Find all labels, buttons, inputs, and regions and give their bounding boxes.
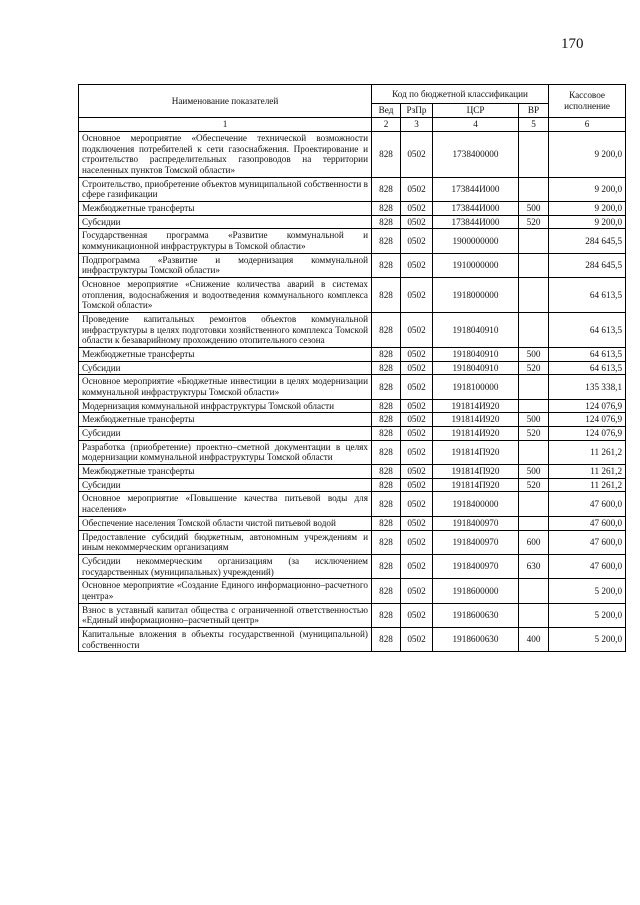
row-amount: 11 261,2 bbox=[549, 440, 626, 464]
row-ved: 828 bbox=[372, 278, 401, 313]
row-rzpr: 0502 bbox=[401, 202, 433, 216]
row-csr: 173844И000 bbox=[433, 177, 519, 201]
row-vr bbox=[519, 278, 549, 313]
header-vr: ВР bbox=[519, 104, 549, 118]
row-csr: 1900000000 bbox=[433, 229, 519, 253]
page-number: 170 bbox=[561, 36, 584, 52]
row-ved: 828 bbox=[372, 229, 401, 253]
table-row bbox=[79, 530, 626, 554]
table-row bbox=[79, 440, 626, 464]
row-rzpr: 0502 bbox=[401, 278, 433, 313]
row-rzpr: 0502 bbox=[401, 627, 433, 651]
row-name: Субсидии bbox=[79, 215, 372, 229]
row-name: Основное мероприятие «Снижение количества аварий в системах отопления, водоснабжения и водоотведения коммунального комплекса Томской области» bbox=[79, 278, 372, 313]
row-rzpr: 0502 bbox=[401, 492, 433, 516]
row-csr: 191814И920 bbox=[433, 427, 519, 441]
row-name: Субсидии некоммерческим организациям (за исключением государственных (муниципальных) учреждений) bbox=[79, 554, 372, 578]
column-index: 3 bbox=[401, 118, 433, 132]
row-vr bbox=[519, 313, 549, 348]
row-csr: 1918400970 bbox=[433, 554, 519, 578]
header-csr: ЦСР bbox=[433, 104, 519, 118]
header-code-group: Код по бюджетной классификации bbox=[372, 85, 549, 104]
row-rzpr: 0502 bbox=[401, 516, 433, 530]
table-row bbox=[79, 579, 626, 603]
row-rzpr: 0502 bbox=[401, 348, 433, 362]
table-row bbox=[79, 413, 626, 427]
column-index-row bbox=[79, 118, 626, 132]
row-csr: 191814П920 bbox=[433, 465, 519, 479]
row-ved: 828 bbox=[372, 399, 401, 413]
row-ved: 828 bbox=[372, 375, 401, 399]
row-name: Межбюджетные трансферты bbox=[79, 465, 372, 479]
row-name: Межбюджетные трансферты bbox=[79, 202, 372, 216]
table-row bbox=[79, 427, 626, 441]
row-ved: 828 bbox=[372, 132, 401, 178]
row-amount: 124 076,9 bbox=[549, 413, 626, 427]
row-name: Проведение капитальных ремонтов объектов коммунальной инфраструктуры в целях подготовки хозяйственного комплекса Томской области к безаварийному прохождению отопительного сезона bbox=[79, 313, 372, 348]
row-csr: 1918400970 bbox=[433, 516, 519, 530]
row-amount: 47 600,0 bbox=[549, 516, 626, 530]
table-row bbox=[79, 492, 626, 516]
table-row bbox=[79, 603, 626, 627]
row-amount: 47 600,0 bbox=[549, 492, 626, 516]
row-amount: 64 613,5 bbox=[549, 313, 626, 348]
row-ved: 828 bbox=[372, 253, 401, 277]
row-csr: 1738400000 bbox=[433, 132, 519, 178]
row-name: Разработка (приобретение) проектно–сметной документации в целях модернизации коммунальной инфраструктуры Томской области bbox=[79, 440, 372, 464]
row-ved: 828 bbox=[372, 603, 401, 627]
row-rzpr: 0502 bbox=[401, 554, 433, 578]
table-header bbox=[79, 85, 626, 132]
row-amount: 9 200,0 bbox=[549, 132, 626, 178]
row-vr bbox=[519, 132, 549, 178]
row-vr bbox=[519, 399, 549, 413]
row-ved: 828 bbox=[372, 579, 401, 603]
row-rzpr: 0502 bbox=[401, 215, 433, 229]
row-vr: 500 bbox=[519, 348, 549, 362]
row-ved: 828 bbox=[372, 413, 401, 427]
table-row bbox=[79, 215, 626, 229]
row-rzpr: 0502 bbox=[401, 427, 433, 441]
table-row bbox=[79, 516, 626, 530]
row-ved: 828 bbox=[372, 215, 401, 229]
row-name: Подпрограмма «Развитие и модернизация коммунальной инфраструктуры Томской области» bbox=[79, 253, 372, 277]
table-row bbox=[79, 348, 626, 362]
table-row bbox=[79, 465, 626, 479]
row-vr bbox=[519, 229, 549, 253]
row-name: Строительство, приобретение объектов муниципальной собственности в сфере газификации bbox=[79, 177, 372, 201]
row-name: Модернизация коммунальной инфраструктуры Томской области bbox=[79, 399, 372, 413]
row-ved: 828 bbox=[372, 530, 401, 554]
row-amount: 64 613,5 bbox=[549, 278, 626, 313]
row-rzpr: 0502 bbox=[401, 465, 433, 479]
table-body bbox=[79, 132, 626, 652]
row-rzpr: 0502 bbox=[401, 313, 433, 348]
row-csr: 1918600000 bbox=[433, 579, 519, 603]
column-index: 6 bbox=[549, 118, 626, 132]
row-csr: 1918040910 bbox=[433, 348, 519, 362]
table-row bbox=[79, 177, 626, 201]
row-csr: 1918040910 bbox=[433, 313, 519, 348]
row-name: Основное мероприятие «Повышение качества питьевой воды для населения» bbox=[79, 492, 372, 516]
row-csr: 1918400000 bbox=[433, 492, 519, 516]
row-vr bbox=[519, 492, 549, 516]
table-row bbox=[79, 132, 626, 178]
table-row bbox=[79, 229, 626, 253]
table-row bbox=[79, 253, 626, 277]
row-name: Предоставление субсидий бюджетным, автономным учреждениям и иным некоммерческим организациям bbox=[79, 530, 372, 554]
row-name: Взнос в уставный капитал общества с ограниченной ответственностью «Единый информационно–расчетный центр» bbox=[79, 603, 372, 627]
row-rzpr: 0502 bbox=[401, 603, 433, 627]
row-vr: 520 bbox=[519, 215, 549, 229]
row-amount: 284 645,5 bbox=[549, 253, 626, 277]
row-amount: 5 200,0 bbox=[549, 579, 626, 603]
row-rzpr: 0502 bbox=[401, 478, 433, 492]
row-vr: 630 bbox=[519, 554, 549, 578]
row-vr: 600 bbox=[519, 530, 549, 554]
table-row bbox=[79, 399, 626, 413]
row-vr bbox=[519, 603, 549, 627]
row-vr bbox=[519, 177, 549, 201]
row-ved: 828 bbox=[372, 554, 401, 578]
row-ved: 828 bbox=[372, 440, 401, 464]
row-vr: 520 bbox=[519, 361, 549, 375]
row-name: Основное мероприятие «Бюджетные инвестиции в целях модернизации коммунальной инфраструктуры Томской области» bbox=[79, 375, 372, 399]
row-vr: 500 bbox=[519, 465, 549, 479]
row-ved: 828 bbox=[372, 348, 401, 362]
row-csr: 173844И000 bbox=[433, 215, 519, 229]
row-name: Государственная программа «Развитие коммунальной и коммуникационной инфраструктуры в Томской области» bbox=[79, 229, 372, 253]
row-ved: 828 bbox=[372, 177, 401, 201]
row-name: Субсидии bbox=[79, 427, 372, 441]
row-amount: 135 338,1 bbox=[549, 375, 626, 399]
header-cash-execution: Кассовое исполнение bbox=[549, 85, 626, 118]
row-amount: 124 076,9 bbox=[549, 427, 626, 441]
row-vr bbox=[519, 516, 549, 530]
row-vr: 400 bbox=[519, 627, 549, 651]
row-name: Основное мероприятие «Создание Единого информационно–расчетного центра» bbox=[79, 579, 372, 603]
row-csr: 191814П920 bbox=[433, 440, 519, 464]
table-row bbox=[79, 313, 626, 348]
row-amount: 11 261,2 bbox=[549, 478, 626, 492]
row-ved: 828 bbox=[372, 465, 401, 479]
table-row bbox=[79, 478, 626, 492]
row-amount: 11 261,2 bbox=[549, 465, 626, 479]
row-ved: 828 bbox=[372, 313, 401, 348]
row-name: Межбюджетные трансферты bbox=[79, 348, 372, 362]
header-rzpr: РзПр bbox=[401, 104, 433, 118]
row-rzpr: 0502 bbox=[401, 579, 433, 603]
table-row bbox=[79, 375, 626, 399]
header-ved: Вед bbox=[372, 104, 401, 118]
row-ved: 828 bbox=[372, 427, 401, 441]
row-amount: 124 076,9 bbox=[549, 399, 626, 413]
column-index: 2 bbox=[372, 118, 401, 132]
row-vr: 500 bbox=[519, 413, 549, 427]
row-csr: 191814И920 bbox=[433, 413, 519, 427]
row-rzpr: 0502 bbox=[401, 399, 433, 413]
row-name: Основное мероприятие «Обеспечение технической возможности подключения потребителей к сети газоснабжения. Проектирование и строительство распределительных газопроводов на территории населенных пунктов Томской области» bbox=[79, 132, 372, 178]
row-rzpr: 0502 bbox=[401, 177, 433, 201]
row-amount: 9 200,0 bbox=[549, 177, 626, 201]
row-rzpr: 0502 bbox=[401, 375, 433, 399]
row-ved: 828 bbox=[372, 627, 401, 651]
row-rzpr: 0502 bbox=[401, 229, 433, 253]
row-csr: 1918600630 bbox=[433, 603, 519, 627]
row-name: Обеспечение населения Томской области чистой питьевой водой bbox=[79, 516, 372, 530]
row-amount: 5 200,0 bbox=[549, 627, 626, 651]
row-vr bbox=[519, 375, 549, 399]
table-row bbox=[79, 361, 626, 375]
table-row bbox=[79, 278, 626, 313]
row-name: Капитальные вложения в объекты государственной (муниципальной) собственности bbox=[79, 627, 372, 651]
row-vr bbox=[519, 253, 549, 277]
row-csr: 1918400970 bbox=[433, 530, 519, 554]
table-row bbox=[79, 202, 626, 216]
row-ved: 828 bbox=[372, 361, 401, 375]
row-vr bbox=[519, 579, 549, 603]
row-amount: 64 613,5 bbox=[549, 348, 626, 362]
row-csr: 1918000000 bbox=[433, 278, 519, 313]
row-vr bbox=[519, 440, 549, 464]
row-name: Субсидии bbox=[79, 361, 372, 375]
row-ved: 828 bbox=[372, 516, 401, 530]
row-amount: 47 600,0 bbox=[549, 530, 626, 554]
row-ved: 828 bbox=[372, 202, 401, 216]
row-amount: 64 613,5 bbox=[549, 361, 626, 375]
row-vr: 500 bbox=[519, 202, 549, 216]
row-rzpr: 0502 bbox=[401, 361, 433, 375]
row-ved: 828 bbox=[372, 478, 401, 492]
row-csr: 1918040910 bbox=[433, 361, 519, 375]
column-index: 5 bbox=[519, 118, 549, 132]
row-amount: 5 200,0 bbox=[549, 603, 626, 627]
row-name: Межбюджетные трансферты bbox=[79, 413, 372, 427]
row-rzpr: 0502 bbox=[401, 413, 433, 427]
column-index: 4 bbox=[433, 118, 519, 132]
row-amount: 284 645,5 bbox=[549, 229, 626, 253]
row-csr: 191814И920 bbox=[433, 399, 519, 413]
row-csr: 191814П920 bbox=[433, 478, 519, 492]
column-index: 1 bbox=[79, 118, 372, 132]
row-rzpr: 0502 bbox=[401, 440, 433, 464]
row-ved: 828 bbox=[372, 492, 401, 516]
row-vr: 520 bbox=[519, 427, 549, 441]
row-amount: 9 200,0 bbox=[549, 202, 626, 216]
header-name: Наименование показателей bbox=[79, 85, 372, 118]
budget-table bbox=[78, 84, 626, 652]
row-name: Субсидии bbox=[79, 478, 372, 492]
row-rzpr: 0502 bbox=[401, 132, 433, 178]
row-rzpr: 0502 bbox=[401, 253, 433, 277]
row-amount: 9 200,0 bbox=[549, 215, 626, 229]
row-csr: 1918100000 bbox=[433, 375, 519, 399]
table-row bbox=[79, 554, 626, 578]
row-amount: 47 600,0 bbox=[549, 554, 626, 578]
row-csr: 1910000000 bbox=[433, 253, 519, 277]
row-csr: 1918600630 bbox=[433, 627, 519, 651]
row-csr: 173844И000 bbox=[433, 202, 519, 216]
table-row bbox=[79, 627, 626, 651]
row-rzpr: 0502 bbox=[401, 530, 433, 554]
row-vr: 520 bbox=[519, 478, 549, 492]
